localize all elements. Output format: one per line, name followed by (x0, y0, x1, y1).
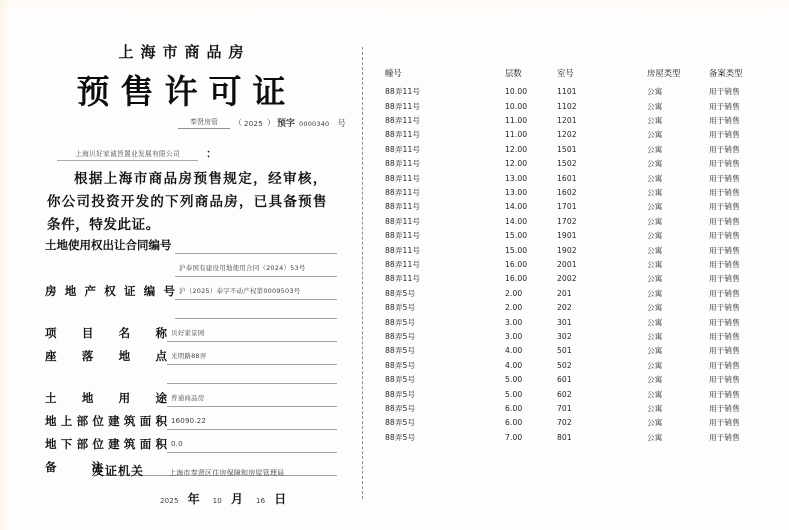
cell-floor: 6.00 (505, 418, 523, 428)
cell-building: 88弄11号 (385, 188, 421, 198)
cell-house-type: 公寓 (647, 259, 663, 269)
cell-house-type: 公寓 (647, 389, 663, 399)
cell-building: 88弄5号 (385, 346, 416, 356)
table-header-row (385, 67, 775, 85)
cell-building: 88弄11号 (385, 101, 421, 111)
issuing-authority (92, 462, 342, 479)
cell-house-type: 公寓 (647, 188, 663, 198)
cell-record-type: 用于销售 (709, 144, 740, 154)
unit-list-table (385, 67, 775, 445)
cell-house-type: 公寓 (647, 116, 663, 126)
cell-room: 1602 (557, 188, 577, 198)
table-row (385, 128, 775, 142)
issue-date-month-char: 月 (230, 492, 243, 506)
cell-room: 1501 (557, 144, 577, 154)
cell-building: 88弄11号 (385, 202, 421, 212)
issue-date-year-char: 年 (187, 492, 200, 506)
field-label-land-contract-spacer (45, 275, 175, 277)
cell-room: 501 (557, 346, 572, 356)
cell-house-type: 公寓 (647, 403, 663, 413)
cell-room: 1601 (557, 173, 577, 183)
column-header-floor: 层数 (505, 68, 522, 78)
cell-building: 88弄11号 (385, 259, 421, 269)
cell-building: 88弄11号 (385, 144, 421, 154)
certificate-number-hao: 号 (337, 119, 346, 129)
certificate-number-agency: 奉贤房管 (178, 117, 230, 129)
issuing-authority-label: 发证机关 (92, 464, 145, 478)
cell-house-type: 公寓 (647, 144, 663, 154)
cell-room: 1202 (557, 130, 577, 140)
field-value-above-ground-area: 16090.22 (167, 416, 337, 430)
cell-house-type: 公寓 (647, 202, 663, 212)
cell-house-type: 公寓 (647, 375, 663, 385)
field-value-land-use: 普通商品房 (167, 393, 337, 407)
cell-room: 2002 (557, 274, 577, 284)
table-row (385, 258, 775, 272)
cell-floor: 4.00 (505, 346, 523, 356)
field-row-land-use (45, 384, 337, 407)
field-row-land-contract-value (45, 254, 337, 277)
cell-building: 88弄11号 (385, 274, 421, 284)
cell-floor: 10.00 (505, 101, 528, 111)
cell-room: 1902 (557, 245, 577, 255)
addressee-company (57, 145, 217, 161)
issue-date (160, 490, 338, 507)
cell-building: 88弄5号 (385, 331, 416, 341)
cell-room: 701 (557, 403, 572, 413)
cell-floor: 10.00 (505, 87, 528, 97)
cell-record-type: 用于销售 (709, 216, 740, 226)
certificate-fields (45, 231, 337, 476)
issuing-authority-name: 上海市奉贤区住房保障和房屋管理局 (169, 469, 285, 477)
cell-record-type: 用于销售 (709, 101, 740, 111)
cell-record-type: 用于销售 (709, 159, 740, 169)
table-row (385, 215, 775, 229)
issue-date-month: 10 (212, 497, 222, 505)
column-header-house-type: 房屋类型 (647, 68, 681, 78)
field-value-land-contract-top (175, 240, 337, 254)
cell-building: 88弄5号 (385, 375, 416, 385)
table-row (385, 114, 775, 128)
table-row (385, 171, 775, 185)
cell-floor: 11.00 (505, 130, 528, 140)
cell-house-type: 公寓 (647, 101, 663, 111)
certificate-number-year: 2025 (244, 120, 264, 128)
cell-floor: 11.00 (505, 116, 528, 126)
cell-floor: 16.00 (505, 274, 528, 284)
cell-floor: 14.00 (505, 216, 528, 226)
field-value-location: 光明路88弄 (167, 351, 337, 365)
cell-room: 301 (557, 317, 572, 327)
field-value-project-name: 贝好家景园 (167, 328, 337, 342)
cell-record-type: 用于销售 (709, 360, 740, 370)
cell-floor: 6.00 (505, 403, 523, 413)
cell-record-type: 用于销售 (709, 317, 740, 327)
cell-house-type: 公寓 (647, 274, 663, 284)
table-row (385, 387, 775, 401)
cell-house-type: 公寓 (647, 432, 663, 442)
field-label-land-use: 土地用途 (45, 391, 167, 405)
cell-building: 88弄11号 (385, 159, 421, 169)
cell-house-type: 公寓 (647, 159, 663, 169)
cell-building: 88弄5号 (385, 403, 416, 413)
certificate-number-serial: 0000340 (299, 120, 330, 128)
certificate-body-text: 根据上海市商品房预售规定，经审核，你公司投资开发的下列商品房，已具备预售条件，特发此证。 (47, 171, 327, 233)
table-row (385, 358, 775, 372)
cell-record-type: 用于销售 (709, 389, 740, 399)
cell-house-type: 公寓 (647, 87, 663, 97)
cell-house-type: 公寓 (647, 360, 663, 370)
cell-building: 88弄11号 (385, 231, 421, 241)
cell-house-type: 公寓 (647, 288, 663, 298)
cell-house-type: 公寓 (647, 231, 663, 241)
field-label-property-cert: 房地产权证编号 (45, 284, 175, 298)
cell-building: 88弄11号 (385, 216, 421, 226)
cell-room: 202 (557, 303, 572, 313)
certificate-number-open-paren: （ (234, 118, 242, 127)
cell-room: 702 (557, 418, 572, 428)
field-row-blank-2 (45, 365, 337, 384)
cell-floor: 13.00 (505, 173, 528, 183)
field-label-underground-area: 地下部位建筑面积 (45, 437, 167, 451)
cell-floor: 15.00 (505, 245, 528, 255)
issue-date-year: 2025 (160, 497, 179, 505)
table-row (385, 85, 775, 99)
certificate-number-close-paren: ） (267, 118, 276, 127)
cell-floor: 3.00 (505, 317, 523, 327)
cell-record-type: 用于销售 (709, 245, 740, 255)
cell-room: 801 (557, 432, 572, 442)
table-row (385, 315, 775, 329)
table-row (385, 186, 775, 200)
table-row (385, 143, 775, 157)
cell-building: 88弄5号 (385, 288, 416, 298)
field-row-blank-1 (45, 300, 337, 319)
cell-house-type: 公寓 (647, 418, 663, 428)
cell-room: 1201 (557, 116, 577, 126)
cell-record-type: 用于销售 (709, 418, 740, 428)
cell-record-type: 用于销售 (709, 259, 740, 269)
cell-room: 601 (557, 375, 572, 385)
cell-floor: 7.00 (505, 432, 523, 442)
field-row-property-cert (45, 277, 337, 300)
table-row (385, 416, 775, 430)
certificate-title: 预售许可证 (76, 72, 297, 111)
cell-floor: 16.00 (505, 259, 528, 269)
field-label-project-name: 项目名称 (45, 326, 167, 340)
cell-building: 88弄5号 (385, 418, 416, 428)
addressee-company-name: 上海贝好家诚旨置业发展有限公司 (57, 148, 198, 161)
table-row (385, 243, 775, 257)
field-value-property-cert: 沪（2025）奉字不动产权第0009503号 (175, 286, 337, 300)
table-row (385, 286, 775, 300)
cell-floor: 3.00 (505, 331, 523, 341)
cell-house-type: 公寓 (647, 173, 663, 183)
cell-floor: 2.00 (505, 303, 523, 313)
field-label-blank-1 (45, 317, 175, 319)
cell-record-type: 用于销售 (709, 288, 740, 298)
cell-floor: 15.00 (505, 231, 528, 241)
cell-floor: 5.00 (505, 389, 523, 399)
cell-room: 1502 (557, 159, 577, 169)
cell-building: 88弄5号 (385, 360, 416, 370)
cell-record-type: 用于销售 (709, 188, 740, 198)
field-value-land-contract: 沪奉国有建设用地使用合同（2024）53号 (175, 263, 337, 277)
cell-building: 88弄11号 (385, 87, 421, 97)
cell-building: 88弄11号 (385, 116, 421, 126)
field-label-land-contract: 土地使用权出让合同编号 (45, 238, 172, 252)
cell-floor: 13.00 (505, 188, 528, 198)
table-row (385, 301, 775, 315)
cell-building: 88弄11号 (385, 245, 421, 255)
cell-room: 302 (557, 331, 572, 341)
cell-record-type: 用于销售 (709, 346, 740, 356)
cell-room: 201 (557, 288, 572, 298)
cell-house-type: 公寓 (647, 317, 663, 327)
addressee-colon: ： (206, 147, 217, 160)
cell-record-type: 用于销售 (709, 432, 740, 442)
field-value-underground-area: 0.0 (167, 439, 337, 453)
field-row-land-contract (45, 231, 337, 254)
field-row-underground-area (45, 430, 337, 453)
cell-building: 88弄11号 (385, 173, 421, 183)
cell-building: 88弄5号 (385, 303, 416, 313)
cell-record-type: 用于销售 (709, 331, 740, 341)
cell-floor: 14.00 (505, 202, 528, 212)
cell-room: 502 (557, 360, 572, 370)
cell-room: 1702 (557, 216, 577, 226)
field-label-remarks: 备注 (45, 460, 103, 474)
table-row (385, 330, 775, 344)
cell-record-type: 用于销售 (709, 87, 740, 97)
cell-house-type: 公寓 (647, 130, 663, 140)
unit-list-table-body (385, 85, 775, 445)
cell-floor: 4.00 (505, 360, 523, 370)
cell-record-type: 用于销售 (709, 173, 740, 183)
cell-floor: 5.00 (505, 375, 523, 385)
field-value-blank-1 (175, 305, 337, 319)
cell-room: 602 (557, 389, 572, 399)
cell-room: 1101 (557, 87, 577, 97)
unit-list-table-wrapper (385, 67, 775, 445)
cell-house-type: 公寓 (647, 303, 663, 313)
field-value-blank-2 (167, 370, 337, 384)
cell-record-type: 用于销售 (709, 231, 740, 241)
field-row-project-name (45, 319, 337, 342)
column-header-record-type: 备案类型 (709, 68, 743, 78)
cell-building: 88弄5号 (385, 317, 416, 327)
cell-room: 1102 (557, 101, 577, 111)
cell-room: 2001 (557, 259, 577, 269)
cell-record-type: 用于销售 (709, 116, 740, 126)
field-label-blank-2 (45, 382, 167, 384)
unit-list-table-head (385, 67, 775, 85)
cell-house-type: 公寓 (647, 216, 663, 226)
table-row (385, 99, 775, 113)
cell-building: 88弄5号 (385, 432, 416, 442)
cell-record-type: 用于销售 (709, 403, 740, 413)
field-label-location: 座落地点 (45, 349, 167, 363)
cell-house-type: 公寓 (647, 346, 663, 356)
cell-house-type: 公寓 (647, 245, 663, 255)
certificate-subtitle: 上海市商品房 (118, 43, 251, 61)
column-header-room: 室号 (557, 68, 574, 78)
cell-floor: 12.00 (505, 159, 528, 169)
field-row-location (45, 342, 337, 365)
table-row (385, 157, 775, 171)
cell-record-type: 用于销售 (709, 375, 740, 385)
table-row (385, 200, 775, 214)
field-row-above-ground-area (45, 407, 337, 430)
table-row (385, 344, 775, 358)
table-row (385, 402, 775, 416)
cell-building: 88弄11号 (385, 130, 421, 140)
cell-record-type: 用于销售 (709, 303, 740, 313)
issue-date-day-char: 日 (274, 492, 287, 506)
cell-room: 1901 (557, 231, 577, 241)
table-row (385, 373, 775, 387)
certificate-number-word: 预字 (277, 119, 296, 129)
cell-house-type: 公寓 (647, 331, 663, 341)
issue-date-day: 16 (255, 497, 266, 505)
presale-permit-certificate (0, 0, 362, 530)
table-row (385, 430, 775, 444)
cell-record-type: 用于销售 (709, 202, 740, 212)
field-label-above-ground-area: 地上部位建筑面积 (45, 414, 167, 428)
cell-record-type: 用于销售 (709, 130, 740, 140)
table-row (385, 229, 775, 243)
cell-floor: 12.00 (505, 144, 528, 154)
cell-room: 1701 (557, 202, 577, 212)
certificate-number (178, 113, 348, 129)
cell-building: 88弄5号 (385, 389, 416, 399)
column-header-building: 幢号 (385, 68, 402, 78)
page-divider (362, 47, 363, 499)
table-row (385, 272, 775, 286)
cell-record-type: 用于销售 (709, 274, 740, 284)
cell-floor: 2.00 (505, 288, 523, 298)
